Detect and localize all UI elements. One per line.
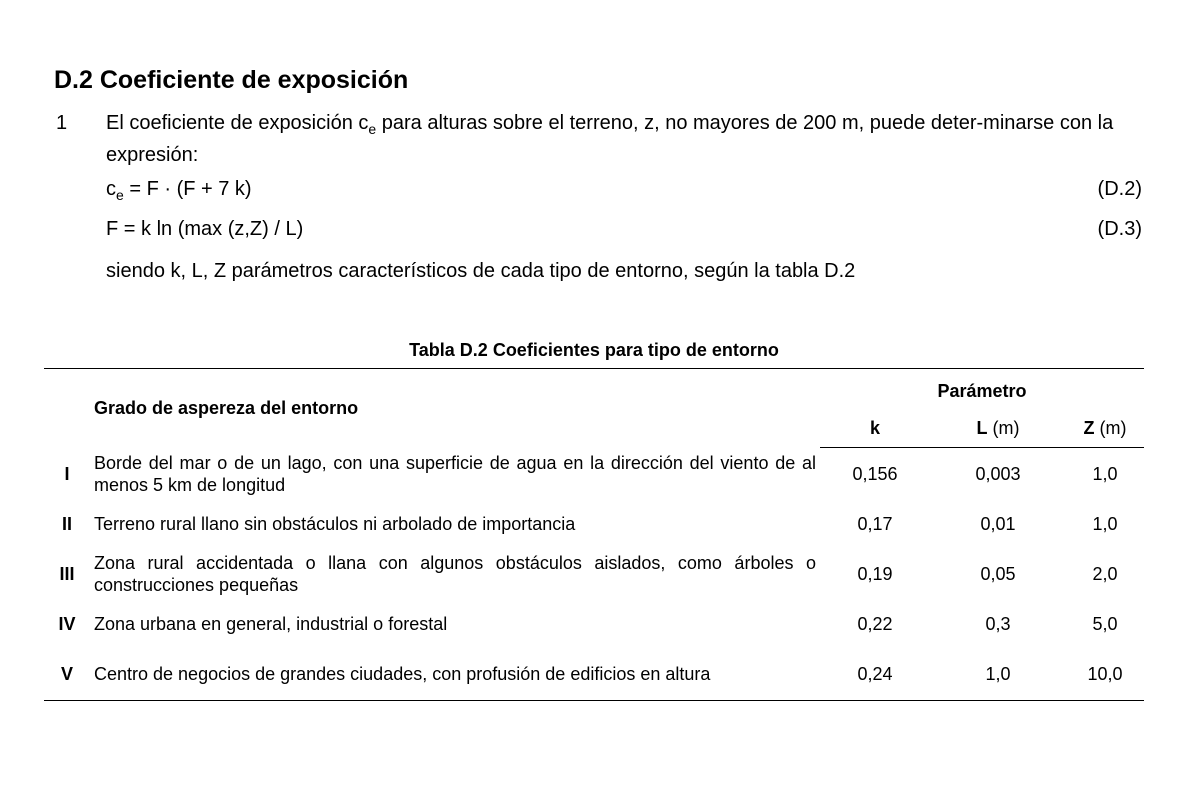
equation-d3-rhs: = k ln (max (z,Z) / L) — [118, 218, 304, 240]
equation-d3-lhs: F — [106, 218, 119, 240]
row-Z: 1,0 — [1092, 464, 1118, 484]
row-roman: I — [64, 463, 70, 484]
paragraph-text-start: El coeficiente de exposición c — [106, 112, 369, 134]
table-row — [44, 500, 1144, 548]
header-k-label: k — [869, 417, 880, 438]
row-L: 0,3 — [985, 614, 1011, 634]
row-Z: 1,0 — [1092, 514, 1118, 534]
row-k: 0,22 — [857, 614, 893, 634]
header-L-unit: (m) — [987, 417, 1020, 438]
header-Z-unit: (m) — [1094, 417, 1127, 438]
paragraph-text-end: para alturas sobre el terreno, z, no mayores de 200 m, puede deter-minarse con la expresión: — [106, 112, 1114, 166]
row-k: 0,17 — [857, 514, 893, 534]
row-Z: 5,0 — [1092, 614, 1118, 634]
row-L: 0,003 — [975, 464, 1021, 484]
header-roughness: Grado de aspereza del entorno — [90, 369, 820, 448]
table-row — [44, 600, 1144, 648]
table-row — [44, 548, 1144, 600]
row-roman: III — [59, 564, 75, 584]
header-roman-blank — [44, 369, 90, 448]
row-L: 0,05 — [980, 564, 1016, 584]
row-description: Zona rural accidentada o llana con algunos obstáculos aislados, como árboles o construcciones pequeñas — [94, 553, 816, 595]
row-description: Centro de negocios de grandes ciudades, con profusión de edificios en altura — [90, 648, 820, 701]
paragraph-subscript: e — [368, 121, 377, 137]
row-roman: V — [44, 648, 90, 701]
equation-d2-rhs: = F · (F + 7 k) — [123, 178, 252, 200]
equation-d3 — [106, 216, 1142, 242]
row-L: 1,0 — [930, 648, 1066, 701]
row-L: 0,01 — [980, 514, 1016, 534]
paragraph-number: 1 — [56, 112, 68, 134]
equation-d2 — [106, 176, 1142, 208]
row-k: 0,19 — [857, 564, 893, 584]
row-roman: II — [61, 514, 72, 534]
header-Z-label: Z — [1083, 417, 1095, 438]
header-Z — [1066, 409, 1144, 448]
row-Z: 10,0 — [1066, 648, 1144, 701]
header-L-label: L — [976, 417, 988, 438]
paragraph-text — [106, 110, 1142, 168]
row-k: 0,24 — [820, 648, 930, 701]
equation-d3-label: (D.3) — [1097, 218, 1142, 240]
equation-d2-lhs: c — [106, 178, 116, 200]
row-description: Borde del mar o de un lago, con una superficie de agua en la dirección del viento de al menos 5 km de longitud — [94, 452, 816, 495]
equation-d2-label: (D.2) — [1097, 178, 1142, 200]
table-caption: Tabla D.2 Coeficientes para tipo de entorno — [409, 340, 779, 360]
equation-d2-lhs-sub: e — [116, 187, 124, 203]
table-row — [44, 648, 1144, 701]
header-k — [820, 409, 930, 448]
row-description: Terreno rural llano sin obstáculos ni arbolado de importancia — [94, 514, 576, 534]
header-L — [930, 409, 1066, 448]
row-Z: 2,0 — [1092, 564, 1118, 584]
row-description: Zona urbana en general, industrial o forestal — [94, 614, 448, 634]
header-parameter: Parámetro — [820, 369, 1144, 410]
section-title: D.2 Coeficiente de exposición — [54, 66, 409, 94]
table-row — [44, 448, 1144, 501]
row-k: 0,156 — [852, 464, 898, 484]
parameters-note: siendo k, L, Z parámetros característicos de cada tipo de entorno, según la tabla D.2 — [106, 260, 856, 282]
environment-coefficients-table — [44, 368, 1144, 701]
row-roman: IV — [58, 614, 76, 634]
